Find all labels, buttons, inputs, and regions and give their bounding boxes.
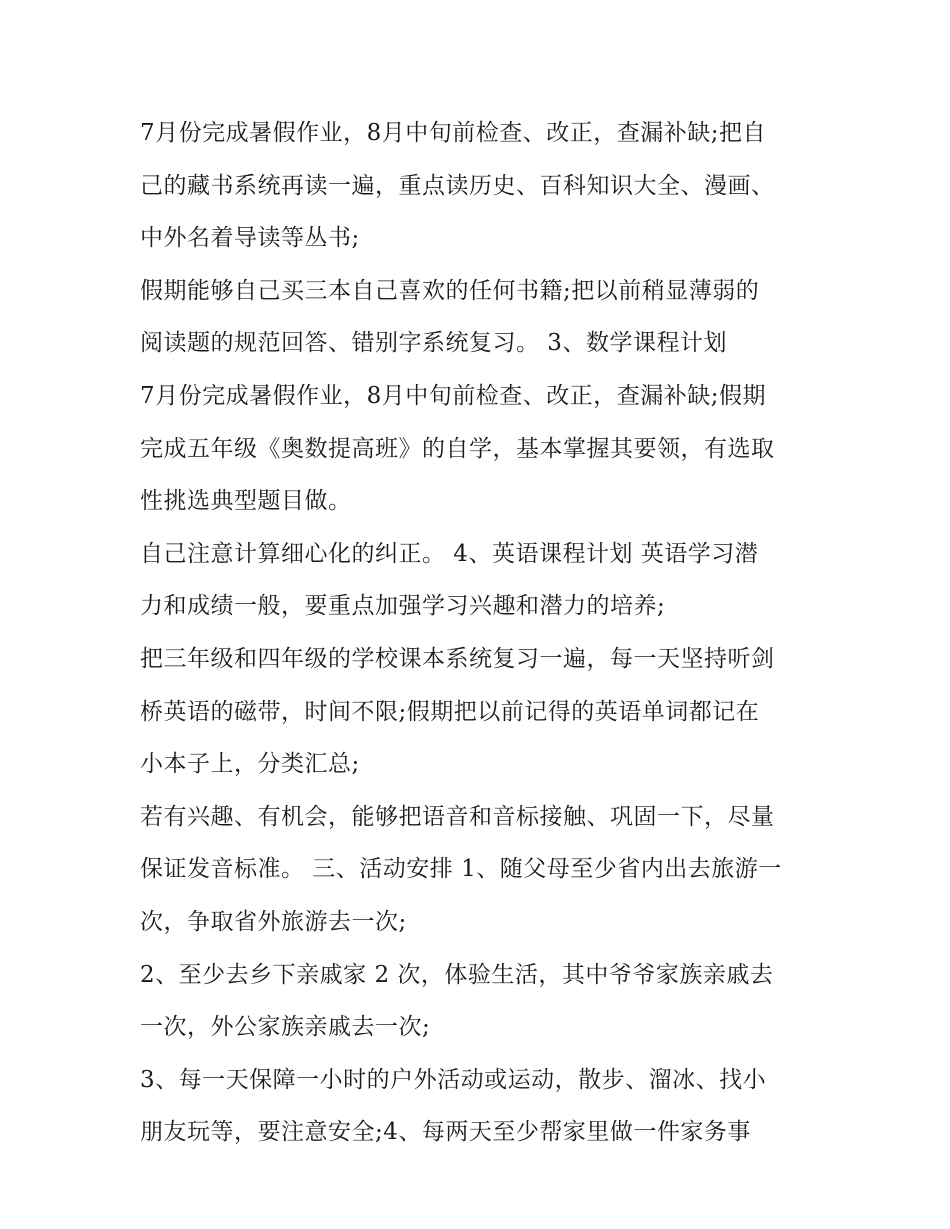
text-line: 假期能够自己买三本自己喜欢的任何书籍;把以前稍显薄弱的 bbox=[140, 277, 760, 304]
text-line: 朋友玩等，要注意安全;4、每两天至少帮家里做一件家务事 bbox=[140, 1119, 751, 1146]
text-line: 阅读题的规范回答、错别字系统复习。 3、数学课程计划 bbox=[140, 330, 727, 357]
text-line: 次，争取省外旅游去一次; bbox=[140, 908, 407, 935]
text-line: 2、至少去乡下亲戚家 2 次，体验生活，其中爷爷家族亲戚去 bbox=[140, 961, 774, 988]
text-line: 己的藏书系统再读一遍，重点读历史、百科知识大全、漫画、 bbox=[140, 172, 775, 199]
text-line: 保证发音标准。 三、活动安排 1、随父母至少省内出去旅游一 bbox=[140, 856, 782, 883]
text-line: 7月份完成暑假作业，8月中旬前检查、改正，查漏补缺;把自 bbox=[140, 120, 767, 146]
text-line: 一次，外公家族亲戚去一次; bbox=[140, 1014, 431, 1041]
text-line: 力和成绩一般，要重点加强学习兴趣和潜力的培养; bbox=[140, 593, 666, 620]
text-line: 桥英语的磁带，时间不限;假期把以前记得的英语单词都记在 bbox=[140, 698, 760, 725]
text-line: 自己注意计算细心化的纠正。 4、英语课程计划 英语学习潜 bbox=[140, 540, 759, 567]
text-line: 把三年级和四年级的学校课本系统复习一遍，每一天坚持听剑 bbox=[140, 645, 775, 672]
document-body bbox=[140, 107, 820, 1159]
text-line: 3、每一天保障一小时的户外活动或运动，散步、溜冰、找小 bbox=[140, 1066, 767, 1093]
text-line: 性挑选典型题目做。 bbox=[140, 488, 352, 515]
text-line: 中外名着导读等丛书; bbox=[140, 225, 360, 252]
text-line: 完成五年级《奥数提高班》的自学，基本掌握其要领，有选取 bbox=[140, 435, 775, 462]
text-line: 小本子上，分类汇总; bbox=[140, 751, 360, 778]
text-line: 7月份完成暑假作业，8月中旬前检查、改正，查漏补缺;假期 bbox=[140, 382, 767, 409]
text-line: 若有兴趣、有机会，能够把语音和音标接触、巩固一下，尽量 bbox=[140, 803, 775, 830]
